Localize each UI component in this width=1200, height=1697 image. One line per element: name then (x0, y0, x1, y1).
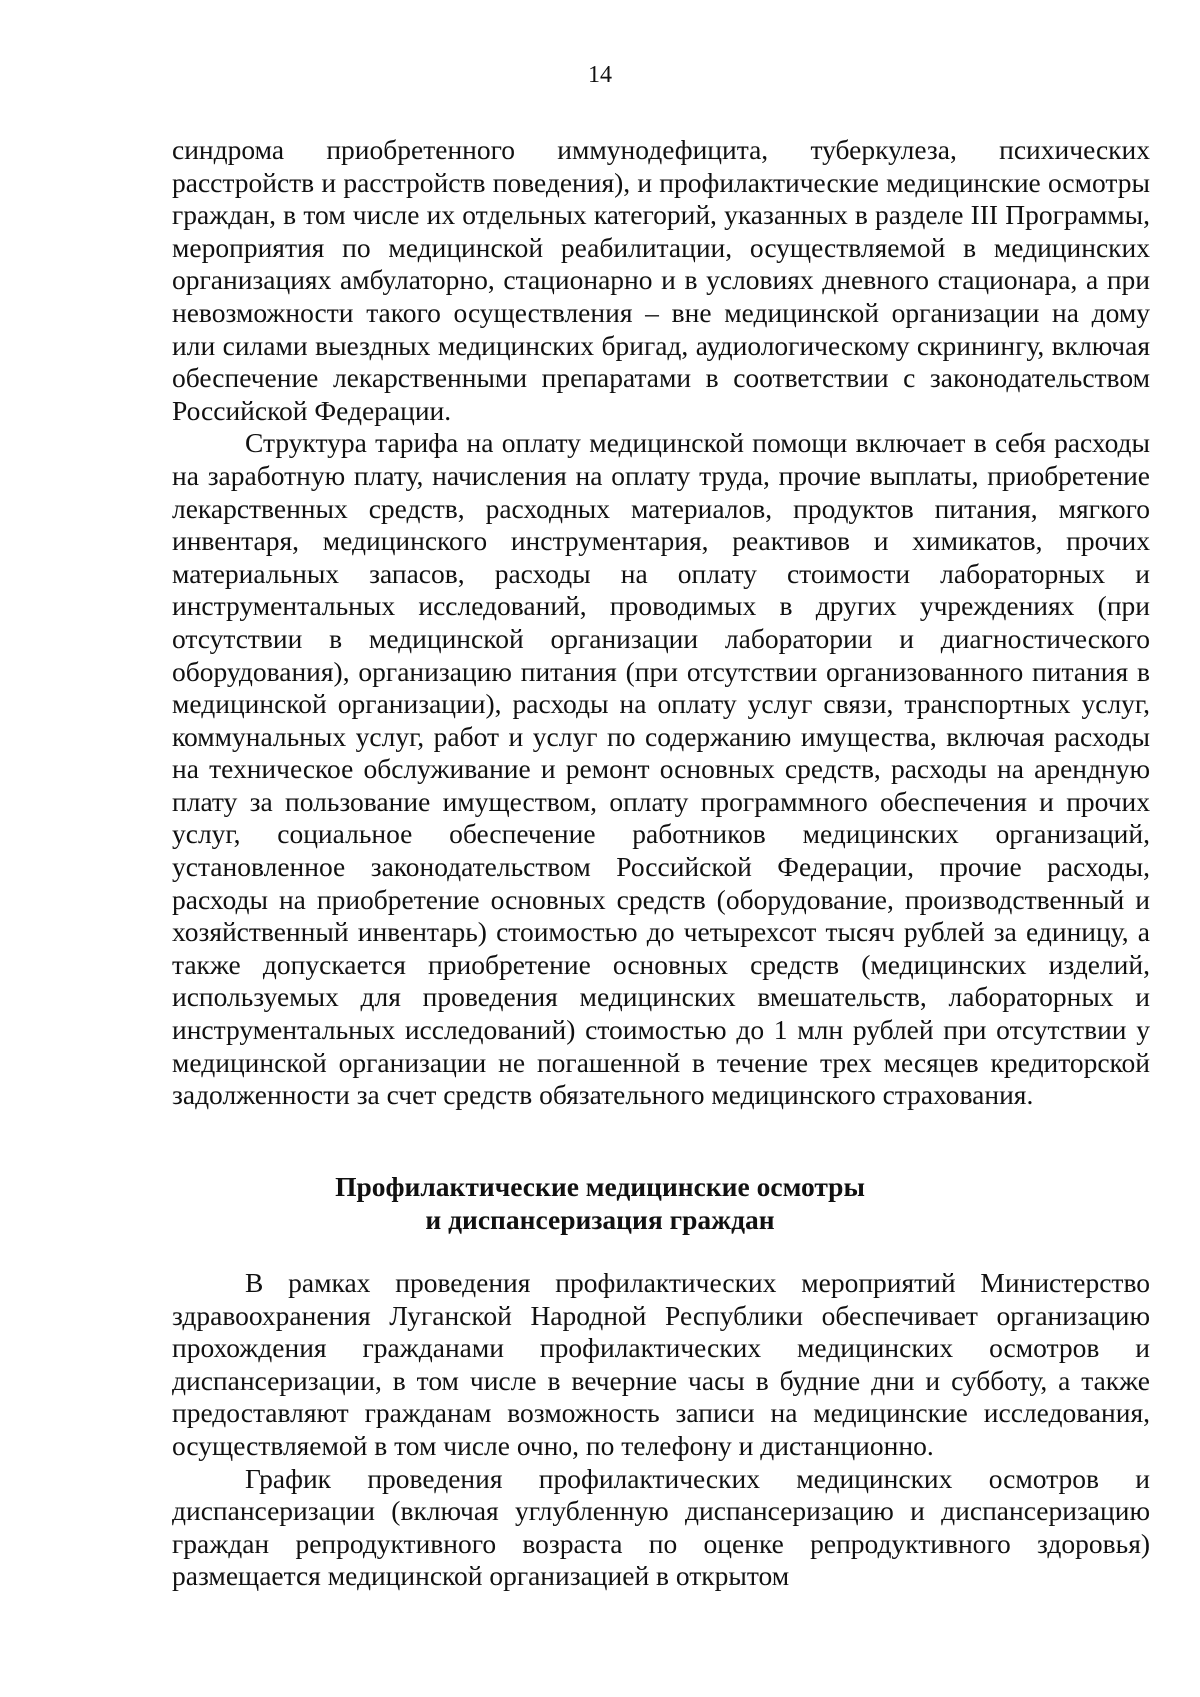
body-text-bottom (172, 1267, 1150, 1593)
paragraph-schedule: График проведения профилактических медицинских осмотров и диспансеризации (включая углубленную диспансеризацию и диспансеризацию граждан репродуктивного возраста по оценке репродуктивного здоровья) размещается медицинской организацией в открытом (172, 1462, 1150, 1592)
section-heading (0, 1171, 1200, 1236)
paragraph-tariff-structure: Структура тарифа на оплату медицинской помощи включает в себя расходы на заработную плату, начисления на оплату труда, прочие выплаты, приобретение лекарственных средств, расходных материалов, продуктов питания, мягкого инвентаря, медицинского инструментария, реактивов и химикатов, прочих материальных запасов, расходы на оплату стоимости лабораторных и инструментальных исследований, проводимых в других учреждениях (при отсутствии в медицинской организации лаборатории и диагностического оборудования), организацию питания (при отсутствии организованного питания в медицинской организации), расходы на оплату услуг связи, транспортных услуг, коммунальных услуг, работ и услуг по содержанию имущества, включая расходы на техническое обслуживание и ремонт основных средств, расходы на арендную плату за пользование имуществом, оплату программного обеспечения и прочих услуг, социальное обеспечение работников медицинских организаций, установленное законодательством Российской Федерации, прочие расходы, расходы на приобретение основных средств (оборудование, производственный и хозяйственный инвентарь) стоимостью до четырехсот тысяч рублей за единицу, а также допускается приобретение основных средств (медицинских изделий, используемых для проведения медицинских вмешательств, лабораторных и инструментальных исследований) стоимостью до 1 млн рублей при отсутствии у медицинской организации не погашенной в течение трех месяцев кредиторской задолженности за счет средств обязательного медицинского страхования. (172, 427, 1150, 1111)
page-number: 14 (588, 62, 612, 88)
paragraph-preventive-measures: В рамках проведения профилактических мероприятий Министерство здравоохранения Луганской Народной Республики обеспечивает организацию прохождения гражданами профилактических медицинских осмотров и диспансеризации, в том числе в вечерние часы в будние дни и субботу, а также предоставляют гражданам возможность записи на медицинские исследования, осуществляемой в том числе очно, по телефону и дистанционно. (172, 1267, 1150, 1461)
section-heading-line-1: Профилактические медицинские осмотры (335, 1171, 865, 1202)
paragraph-continuation: синдрома приобретенного иммунодефицита, туберкулеза, психических расстройств и расстройств поведения), и профилактические медицинские осмотры граждан, в том числе их отдельных категорий, указанных в разделе III Программы, мероприятия по медицинской реабилитации, осуществляемой в медицинских организациях амбулаторно, стационарно и в условиях дневного стационара, а при невозможности такого осуществления – вне медицинской организации на дому или силами выездных медицинских бригад, аудиологическому скринингу, включая обеспечение лекарственными препаратами в соответствии с законодательством Российской Федерации. (172, 134, 1150, 426)
body-text-top (172, 134, 1150, 1112)
section-heading-line-2: и диспансеризация граждан (425, 1203, 775, 1235)
